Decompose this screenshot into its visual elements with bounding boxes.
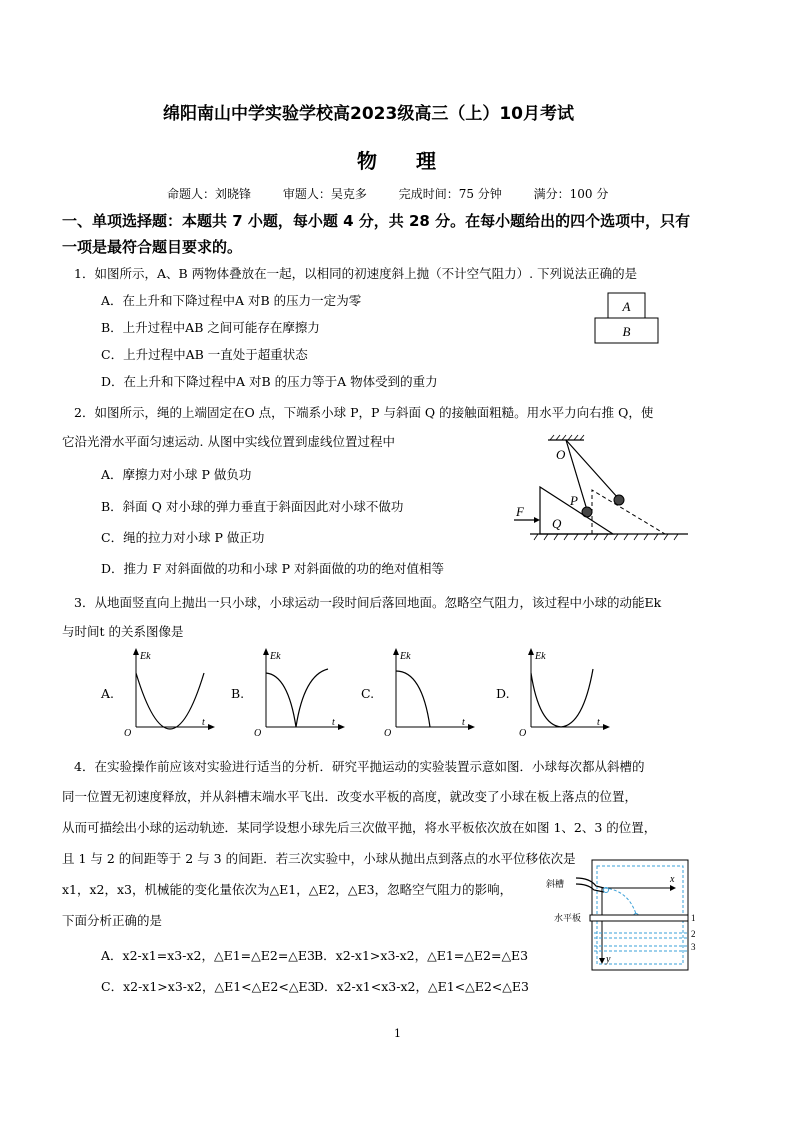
force-f-arrowhead (534, 517, 540, 523)
ek-curve-left (531, 673, 561, 727)
block-b-label: B (622, 324, 631, 339)
q2-option-d: D．推力 F 对斜面做的功和小球 P 对斜面做的功的绝对值相等 (101, 561, 445, 576)
meta-reviewer: 审题人：吴克多 (282, 187, 367, 201)
q3-graph-c (378, 645, 478, 737)
meta-score: 满分：100 分 (533, 187, 609, 201)
exam-title: 绵阳南山中学实验学校高2023级高三（上）10月考试 (163, 104, 574, 124)
q3-graph-d (513, 645, 613, 737)
q2-option-b: B．斜面 Q 对小球的弹力垂直于斜面因此对小球不做功 (101, 499, 404, 514)
board-label: 水平板 (554, 913, 582, 923)
page-number: 1 (394, 1027, 401, 1040)
string-dashed (566, 440, 618, 498)
y-axis-arrowhead (133, 648, 139, 655)
meta-author: 命题人：刘晓锋 (167, 187, 252, 201)
q1-stem: 1．如图所示，A、B 两物体叠放在一起，以相同的初速度斜上抛（不计空气阻力）. 下列说法正确的是 (74, 266, 638, 281)
x-axis-label: t (202, 717, 205, 728)
point-o-label: O (556, 447, 566, 462)
q2-figure-pendulum-incline (510, 432, 695, 547)
q3-graph-c-label: C. (361, 686, 375, 701)
y-axis-arrowhead (263, 648, 269, 655)
ceiling-hatch (550, 435, 584, 440)
subject-title: 物 理 (357, 149, 452, 173)
q2-option-a: A．摩擦力对小球 P 做负功 (101, 467, 252, 482)
y-axis-label: Ek (140, 651, 151, 662)
y-axis-arrowhead (528, 648, 534, 655)
position-1-label: 1 (691, 913, 696, 923)
q1-option-b: B．上升过程中AB 之间可能存在摩擦力 (101, 320, 320, 335)
q2-stem-line1: 2．如图所示，绳的上端固定在O 点，下端系小球 P，P 与斜面 Q 的接触面粗糙。用水平力向右推 Q，使 (74, 405, 654, 420)
section-heading-line2: 一项是最符合题目要求的。 (62, 238, 243, 256)
x-axis-label: t (597, 717, 600, 728)
x-axis-arrowhead (208, 724, 215, 730)
q1-option-c: C．上升过程中AB 一直处于超重状态 (101, 347, 308, 362)
y-axis-arrowhead (393, 648, 399, 655)
q4-stem-line6: 下面分析正确的是 (62, 913, 163, 928)
q1-figure-stacked-blocks (590, 290, 665, 350)
q3-stem-line2: 与时间t 的关系图像是 (62, 624, 184, 639)
origin-label: O (254, 728, 262, 737)
ek-curve-right (296, 669, 328, 727)
y-axis-label: Ek (400, 651, 411, 662)
q4-stem-line5: x1，x2，x3，机械能的变化量依次为△E1，△E2，△E3，忽略空气阻力的影响， (62, 882, 513, 897)
y-axis-label: Ek (535, 651, 546, 662)
q4-figure-projectile-apparatus (542, 858, 702, 976)
q3-stem-line1: 3．从地面竖直向上抛出一只小球，小球运动一段时间后落回地面。忽略空气阻力，该过程中小球的动能Ek (74, 595, 662, 610)
x-axis-label: x (670, 874, 675, 885)
x-axis-arrowhead (603, 724, 610, 730)
x-axis-label: t (332, 717, 335, 728)
ground-hatch (534, 534, 678, 540)
y-axis-label: Ek (270, 651, 281, 662)
q3-graph-b (248, 645, 348, 737)
origin-label: O (519, 728, 527, 737)
position-2-label: 2 (691, 929, 696, 939)
q3-graph-a-label: A. (101, 686, 115, 701)
x-axis-label: t (462, 717, 465, 728)
ek-curve (136, 673, 204, 729)
q1-option-d: D．在上升和下降过程中A 对B 的压力等于A 物体受到的重力 (101, 374, 438, 389)
chute-label: 斜槽 (546, 879, 565, 889)
q2-stem-line2: 它沿光滑水平面匀速运动. 从图中实线位置到虚线位置过程中 (62, 434, 395, 449)
trajectory (604, 888, 636, 914)
origin-label: O (384, 728, 392, 737)
q2-option-c: C．绳的拉力对小球 P 做正功 (101, 530, 265, 545)
x-axis-arrowhead (468, 724, 475, 730)
q3-graph-a (118, 645, 218, 737)
ek-curve (396, 671, 430, 727)
position-3-label: 3 (691, 942, 696, 952)
incline-q-label: Q (552, 516, 562, 531)
force-f-label: F (516, 504, 524, 519)
block-a-label: A (622, 299, 631, 314)
q4-stem-line4: 且 1 与 2 的间距等于 2 与 3 的间距．若三次实验中，小球从抛出点到落点的水平位移依次是 (62, 851, 576, 866)
q4-option-a: A．x2-x1=x3-x2，△E1=△E2=△E3 (101, 948, 315, 963)
ball-p-dashed (614, 495, 624, 505)
y-axis-arrowhead (599, 958, 605, 964)
ek-curve-right (561, 669, 593, 727)
q3-graph-b-label: B. (231, 686, 245, 701)
ball-p-label: P (570, 493, 578, 508)
horizontal-board (590, 915, 688, 921)
exam-meta (167, 185, 636, 202)
q4-option-c: C．x2-x1>x3-x2，△E1<△E2<△E3 (101, 979, 316, 994)
q4-stem-line3: 从而可描绘出小球的运动轨迹．某同学设想小球先后三次做平抛，将水平板依次放在如图 1、2、3 的位置， (62, 820, 657, 835)
q1-option-a: A．在上升和下降过程中A 对B 的压力一定为零 (101, 293, 362, 308)
q4-stem-line2: 同一位置无初速度释放，并从斜槽末端水平飞出．改变水平板的高度，就改变了小球在板上落点的位置， (62, 789, 638, 804)
q4-option-b: B．x2-x1>x3-x2，△E1=△E2=△E3 (314, 948, 529, 963)
y-axis-label: y (606, 954, 611, 965)
q3-graph-d-label: D. (496, 686, 510, 701)
q4-stem-line1: 4．在实验操作前应该对实验进行适当的分析．研究平抛运动的实验装置示意如图．小球每次都从斜槽的 (74, 759, 645, 774)
ek-curve-left (266, 673, 296, 727)
meta-time: 完成时间：75 分钟 (398, 187, 502, 201)
x-axis-arrowhead (670, 885, 676, 891)
chute-curve-inner (576, 884, 604, 892)
x-axis-arrowhead (338, 724, 345, 730)
section-heading-line1: 一、单项选择题：本题共 7 小题，每小题 4 分，共 28 分。在每小题给出的四个选项中，只有 (62, 212, 691, 230)
q4-option-d: D．x2-x1<x3-x2，△E1<△E2<△E3 (314, 979, 529, 994)
origin-label: O (124, 728, 132, 737)
